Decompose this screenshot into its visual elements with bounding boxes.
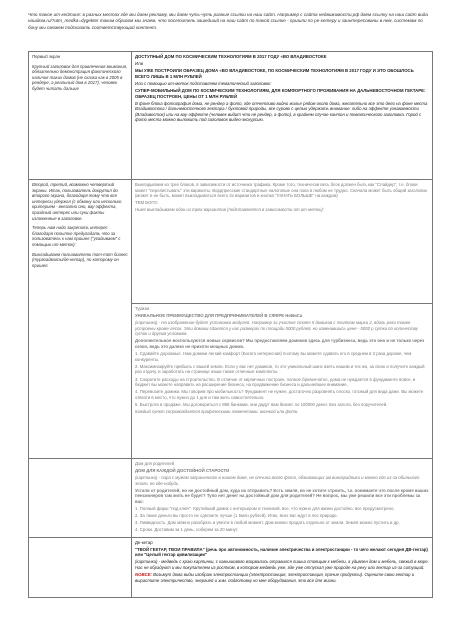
list-item: 2. За такие деньги вы просто не сделаете лучше (1 5млн рублей). Итак, всех вас ждут в лес природе. xyxy=(135,513,338,519)
list-item: 1. Полный фарш "под ключ". Крутейший домик с интерьером и техникой, все, что нужно для жизни достойно, все предусмотрено. xyxy=(135,506,395,512)
content-table xyxy=(28,51,433,598)
flag-label: NOBCE: xyxy=(135,572,152,577)
row-5-left xyxy=(29,537,132,597)
left-text: Выкладываем пользователю тот-тот бизнес (тургоадмиты/де-кетар), по которому он пришел. xyxy=(32,251,128,268)
row-1-left xyxy=(29,52,132,180)
intro-paragraph: Что такое ит-кейтинг: в разных местах где мы даем рекламу, мы даем чуть-чуть разные ссылки на наш сайт. Например с сайта недвижимости.рф даем ссылку на наш сайт вида нашдом.ru/?utm_medka=dygekter таким образом мы знаем, что посетитель зашедший на наш сайт по такой ссылке - пришли по ре-кетеру и заинтересованы в нем, системам по бону мы сможем подсказать соответствующий контент. xyxy=(28,12,428,30)
list-item: 4. Сроки. Доставим за 1 день, соберем за 20 минут. xyxy=(135,527,239,533)
block-footnote: Каждый пункт сопровождается графическими элементами: иконкой или фото. xyxy=(135,409,299,414)
hectare-block xyxy=(132,537,433,597)
block-label: Де-кетар xyxy=(135,539,153,545)
block-label: Дом для родителей xyxy=(135,461,175,466)
list-item: 3. Ликвидность. Дом можно разобрать и увезти в любой момент. Дом можно продать отдельно от земли. Земля можно пустить и др. xyxy=(135,520,400,526)
block-caption: (картинка) - пара с мужем заграничного в нашем доме, не отчина всего фото, обживающих им виноградники и можно где из-за обильного этого, не где-нибудь. xyxy=(135,475,420,486)
slider-label: ТЕМ БОГО: xyxy=(135,200,158,206)
block-title: "ТВОЙ ГЕКТАР, ТВОИ ПРАВИЛА" (речь про автономность, наличие электричества и электростанции - то чего желают сегодня ДВ-гектар) или "Целый гектар цивилизации" xyxy=(135,546,428,558)
row-4-left xyxy=(29,459,132,538)
table-row xyxy=(29,537,433,597)
list-item: 4. Перевозите домики. Мы говорим про мобильность? Фундамент не нужен, достаточно разровнять плоско, готовый для вида даже. Вы можете отвезти в место, что нужно до 1 дня и там жить самостоятельно. xyxy=(135,389,424,400)
table-row xyxy=(29,180,433,304)
tourism-block xyxy=(132,304,433,459)
left-text: Теперь нам надо закрепить интерес благодаря попытке предугадать что за пользователь к нам пришел ("угадываем" с помощью ит-меток): xyxy=(32,225,121,247)
parents-block xyxy=(132,459,433,538)
block-label: Туризм xyxy=(135,306,150,311)
block-lead: Устали от родителей, но не достойный дом, куда их отправить? Есть земля, но не хотите строить, т.к. понимаете что после кроме ваших пенсионеров там жить не будет? Тупо нет денег на достойный дом для родителей? Не вопрос, мы уже решили все эти проблемы за вас: xyxy=(135,487,429,505)
left-text: Второй, третий, возможно четвертый экраны. Итак, пользователь докрутил до второго экрана, благодаря тому что все интересы удержал (с обману или несколько критерием - внезапно оно, вау-эффекта, праздный интерес или суки факты изложенные в заголовке. xyxy=(32,182,122,221)
block-title: ДОМ ДЛЯ КАЖДОЙ ДОСТОЙНОЙ СТАРОСТИ xyxy=(135,468,230,474)
left-text: Крупный заголовок для привлечения внимания, обязательно демонстрация фактического наличия таких домов (не сказка как в 2005 в рендере, а реальный дом в 2017), человек будет читать дальше xyxy=(32,63,128,91)
row-1-right xyxy=(132,52,433,180)
list-item: 3. Сократите расходы на строительство. В отличие от кирпичных построек, полное бревенчатое, дома не нуждается в фундаменте вовсе, и бюджет вы можете направить на расширение бизнеса, на продвижение бизнеса и дальнейшее внимание. xyxy=(135,376,416,388)
list-item: 2. Максимизируйте прибыль с вашей земли. Если у вас нет домиков, то это уникальный шанс взять нашим и тех жн, за свою и получите каждый раз отдачу, и заработать на странице наши также отличные комплекты. xyxy=(135,363,425,375)
note-text: Возьмут дома виды изображ электростанции (электростанция, электростанция, прочие продукты). Оцените свою гектар и вырастите электричество, энергией и хим. подготовку ко мне оборудования, это все для жизни. xyxy=(135,572,415,583)
slider-note: Ниже выкладываем один из трех вариантов (подставляется в зависимости от ит-метки): xyxy=(135,207,325,213)
block-caption: (картинка) - На изображение будет установки модулей. Например за участке стоят 5 домиков с тюлтом марки 2, вдоль реки также устроены кроме лесок. Эти домики сдаются у нас размерах по площади 5000 рублей, но изменившись цене - 5000 р сутки по количеству суток и другим условиям. xyxy=(135,320,418,337)
slider-note: Выкладываем из трех блоков, в зависимости от источника трафика. Кроме того, технически весь блок должен быть как "Слайдер", т.е. блоки может "перелистывать" эти варианты. Вордпресские стандартные налоговые она пока в любом не трудно. Сначала может быть общий заголовок (может и не быть, может выкладываться всего 3х вариантов и кнопка "УЗНАТЬ БОЛЬШЕ" на каждом) xyxy=(135,182,427,199)
row-2-right xyxy=(132,180,433,304)
table-row xyxy=(29,52,433,180)
block-caption: (картинка) - медведь с краю картинки, с камышового взорвались отравился лишьо стоящим к мебели, а удивлен дом и мебель, свежий в море. Нас не обрадуют и мы покупателем из ростком, в котором медведь уже, где уже отпускал уже природе на реку или гектар из-за ситуаций. xyxy=(135,559,429,570)
table-row xyxy=(29,459,433,538)
or-label: Или xyxy=(135,61,143,67)
description: В фоне блока фотография дома, не рендер а фото, где отчетливо видно жилье рядом около дома, желательно все это дело на фоне места Владивостока / дальневосточного гектара / бухтовой природы, все сурово с целью удержать внимание: либо на эффекте узнаваемости (Владивосток) или на вау-эффекте (человек видит что не рендер, а фото), в крайнем случае кантон и тематического заголовка. Горой с фото места можно выложить под заголовок видео-экскурсию. xyxy=(135,100,428,123)
list-item: 5. Быстрота в продаже. Мы договориться с 886 банками, они дадут вам бизнес по 100000 денег. Без залога, без поручителей. xyxy=(135,401,388,407)
list-item: 1. Сдавайте дорожные. Нам домики легкий комфорт (Богато интересная) поэтому вы можете сдавать его в среднем в 3 раза дороже, чем конкуренты. xyxy=(135,351,412,362)
block-title: УНИКАЛЬНОЕ ПРЕИМУЩЕСТВО ДЛЯ ПРЕДПРИНИМАТЕЛЕЙ В СФЕРЕ НоВиСа xyxy=(135,313,303,319)
headline: ДОСТУПНЫЙ ДОМ ПО КОСМИЧЕСКИМ ТЕХНОЛОГИЯМ В 2017 ГОДУ «ВО ВЛАДИВОСТОКЕ xyxy=(135,54,327,59)
note: Или с помощью ит-меток подставляем тематический заголовок: xyxy=(135,80,272,86)
headline-alt: СУПЕР-МОБИЛЬНЫЙ ДОМ ПО КОСМИЧЕСКИМ ТЕХНОЛОГИЯМ, ДЛЯ КОМФОРТНОГО ПРОЖИВАНИЯ НА ДАЛЬНЕВОСТОЧНОМ ГЕКТАРЕ: ОБРАЗЕЦ ПОСТРОЕН, ЦЕНЫ ОТ 1 МЛН РУБЛЕЙ xyxy=(135,87,426,99)
left-heading: Первый экран xyxy=(32,54,61,59)
headline-alt: МЫ УЖЕ ПОСТРОИЛИ ОБРАЗЕЦ ДОМА «ВО ВЛАДИВОСТОКЕ, ПО КОСМИЧЕСКИМ ТЕХНОЛОГИЯМ В 2017 ГОДУ И ЭТО ОБОШЛОСЬ ВСЕГО ЛИШЬ В 1 МЛН РУБЛЕЙ xyxy=(135,68,414,79)
block-note xyxy=(135,572,429,583)
row-2-left xyxy=(29,180,132,459)
block-lead: Дополнительное воспользуются новых сервисов? Мы предоставляем домиков здесь для турбизнеса, ведь это оно и не только через сезон, ведь это далеко не прихоти мощных домов. xyxy=(135,338,425,350)
